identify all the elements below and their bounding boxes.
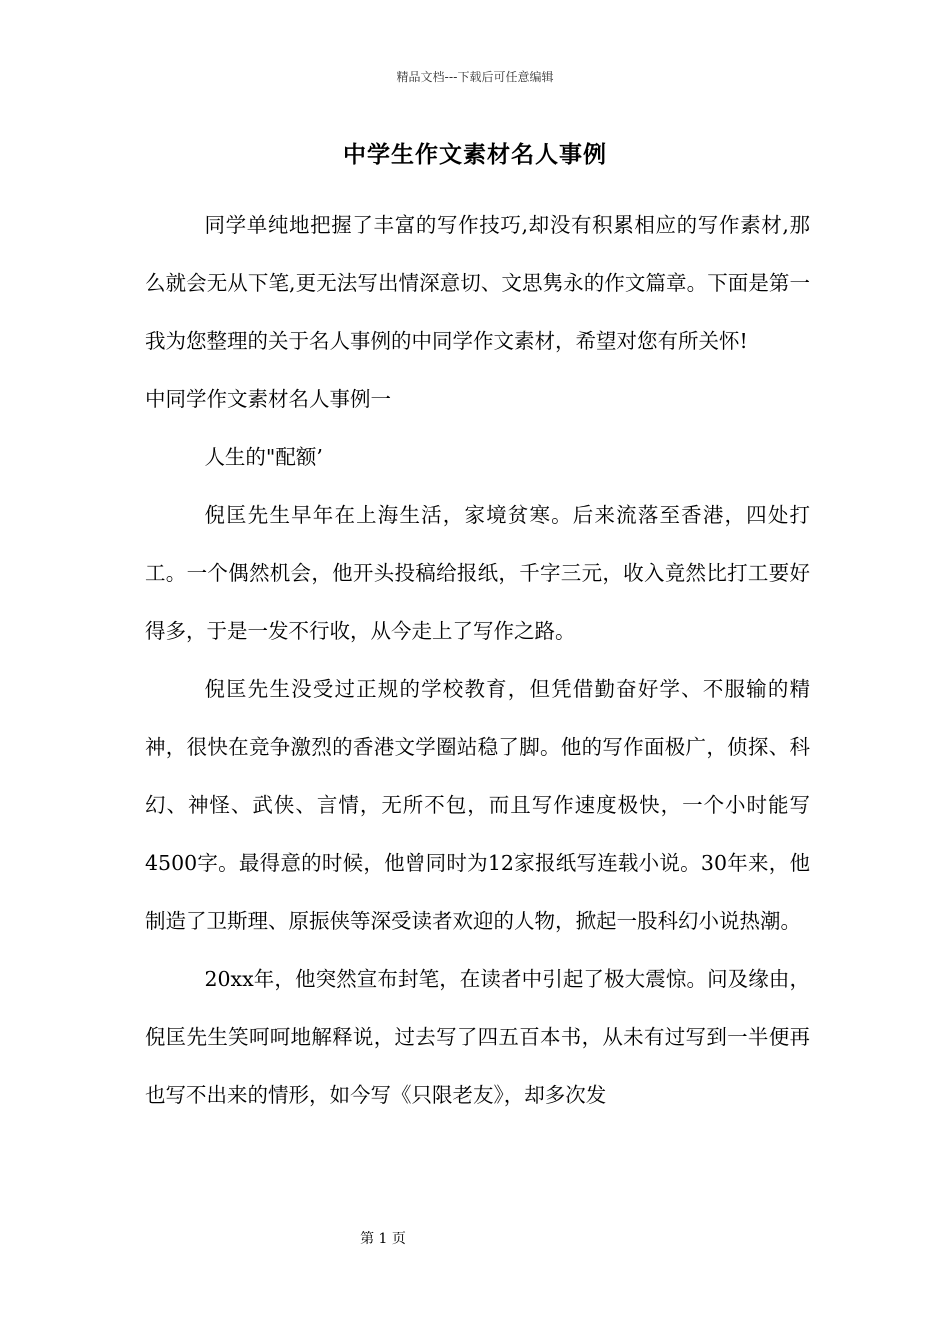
body-paragraph-2: 倪匡先生没受过正规的学校教育，但凭借勤奋好学、不服输的精神，很快在竞争激烈的香港文学圈站稳了脚。他的写作面极广，侦探、科幻、神怪、武侠、言情，无所不包，而且写作速度极快，一个小时能写4500字。最得意的时候，他曾同时为12家报纸写连载小说。30年来，他制造了卫斯理、原振侠等深受读者欢迎的人物，掀起一股科幻小说热潮。 [145,677,810,933]
body-paragraph-3: 20xx年，他突然宣布封笔，在读者中引起了极大震惊。问及缘由，倪匡先生笑呵呵地解释说，过去写了四五百本书，从未有过写到一半便再也写不出来的情形，如今写《只限老友》，却多次发 [145,967,810,1107]
intro-paragraph: 同学单纯地把握了丰富的写作技巧,却没有积累相应的写作素材,那么就会无从下笔,更无法写出情深意切、文思隽永的作文篇章。下面是第一我为您整理的关于名人事例的中同学作文素材，希望对您有所关怀! [145,213,810,353]
page-header: 精品文档---下载后可任意编辑 [396,70,554,84]
page-number: 第 1 页 [360,1231,406,1247]
story-title: 人生的"配额’ [204,445,323,469]
section-heading: 中同学作文素材名人事例一 [145,387,391,411]
body-paragraph-1: 倪匡先生早年在上海生活，家境贫寒。后来流落至香港，四处打工。一个偶然机会，他开头投稿给报纸，千字三元，收入竟然比打工要好得多，于是一发不行收，从今走上了写作之路。 [145,503,810,643]
document-body [145,196,810,1124]
document-title: 中学生作文素材名人事例 [343,141,607,168]
